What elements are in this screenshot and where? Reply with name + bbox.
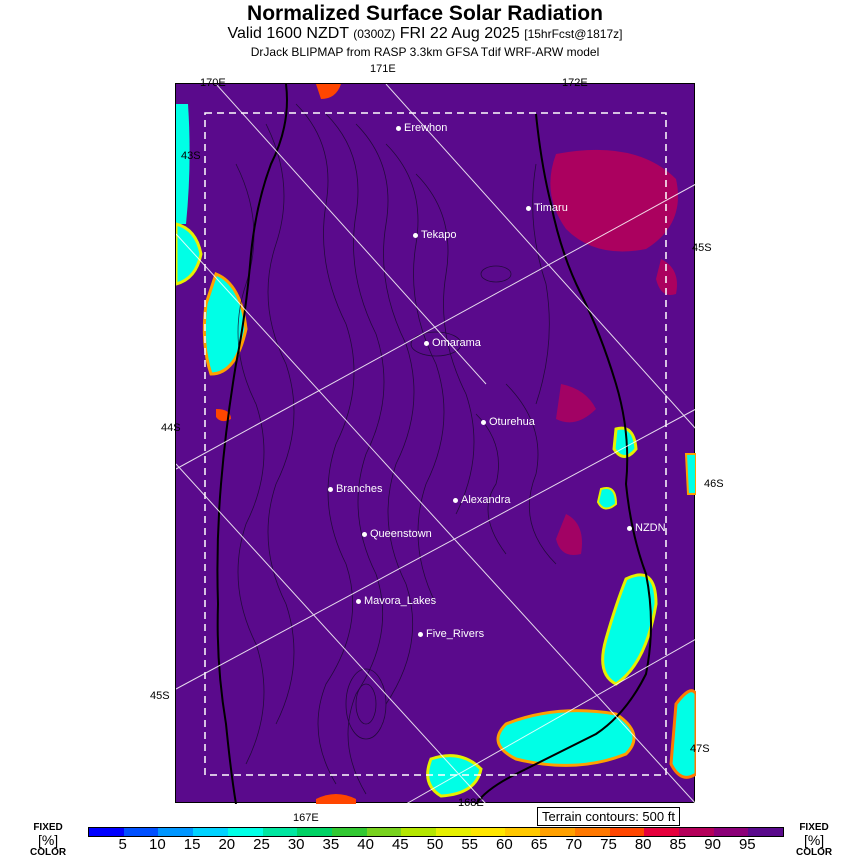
color-scale-tick: 30 [287, 836, 305, 853]
low-radiation-patch [204, 274, 246, 374]
location-alexandra [453, 494, 511, 506]
terrain-contours [236, 104, 556, 794]
map-title: Normalized Surface Solar Radiation [247, 2, 603, 25]
color-scale-tick: 20 [218, 836, 236, 853]
color-swatch [436, 828, 471, 836]
location-erewhon [396, 122, 447, 134]
location-marker [362, 532, 367, 537]
forecast-date: FRI 22 Aug 2025 [399, 25, 520, 42]
location-marker [627, 526, 632, 531]
location-label: Oturehua [489, 416, 535, 428]
location-branches [328, 483, 382, 495]
color-swatch [540, 828, 575, 836]
color-scale-tick: 75 [600, 836, 617, 853]
location-marker [413, 233, 418, 238]
fixed-label: FIXED [33, 822, 63, 833]
terrain-contours-note: Terrain contours: 500 ft [537, 807, 680, 826]
unit-label: [%] [37, 832, 59, 848]
color-swatch [610, 828, 645, 836]
color-scale-tick: 50 [426, 836, 444, 853]
color-label: COLOR [796, 847, 833, 858]
color-scale-tick: 40 [357, 836, 374, 853]
high-radiation-patch [556, 384, 596, 422]
color-scale-tick: 70 [565, 836, 583, 853]
color-swatch [471, 828, 506, 836]
color-scale-tick: 90 [704, 836, 721, 853]
color-scale-tick: 5 [118, 836, 127, 853]
location-label: Queenstown [370, 528, 432, 540]
color-scale-tick: 60 [496, 836, 513, 853]
solar-radiation-map [175, 83, 695, 803]
color-scale-tick: 10 [149, 836, 166, 853]
high-radiation-patch [550, 150, 678, 252]
color-scale-tick: 65 [530, 836, 548, 853]
high-radiation-patch [556, 514, 582, 555]
lat-label-46s: 46S [704, 478, 724, 490]
location-tekapo [413, 229, 456, 241]
low-radiation-patch [176, 104, 190, 224]
unit-label: [%] [803, 832, 825, 848]
color-swatch [401, 828, 436, 836]
color-swatch [193, 828, 228, 836]
color-swatch [748, 828, 783, 836]
model-description: DrJack BLIPMAP from RASP 3.3km GFSA Tdif WRF-ARW model [250, 45, 600, 59]
color-swatch [575, 828, 610, 836]
color-swatch [505, 828, 540, 836]
color-swatch [263, 828, 298, 836]
location-nzdn [627, 522, 666, 534]
location-marker [396, 126, 401, 131]
location-marker [481, 420, 486, 425]
zulu-time: (0300Z) [353, 27, 396, 41]
color-swatch [332, 828, 367, 836]
location-timaru [526, 202, 568, 214]
low-radiation-patch [686, 454, 696, 494]
lat-label-44s: 44S [161, 422, 181, 434]
location-label: Five_Rivers [426, 628, 485, 640]
location-label: Timaru [534, 202, 568, 214]
forecast-info: [15hrFcst@1817z] [524, 27, 623, 41]
color-scale-tick: 35 [322, 836, 340, 853]
color-scale-tick: 55 [461, 836, 479, 853]
color-scale-tick: 25 [253, 836, 270, 853]
low-radiation-patch [316, 794, 356, 804]
location-five-rivers [418, 628, 484, 640]
color-scale-tick: 15 [183, 836, 201, 853]
color-scale-tick: 85 [669, 836, 687, 853]
lon-label-171e: 171E [370, 63, 396, 75]
legend-right-label [796, 822, 832, 858]
location-label: Mavora_Lakes [364, 595, 437, 607]
color-swatch [679, 828, 714, 836]
low-radiation-patch [176, 224, 201, 284]
color-swatch [124, 828, 159, 836]
lat-label-43s: 43S [181, 150, 201, 162]
map-overlay [176, 84, 696, 804]
color-scale-ticks [88, 836, 782, 858]
lat-label-45s: 45S [150, 690, 170, 702]
low-radiation-patch [671, 691, 696, 778]
lon-label-167e: 167E [293, 812, 319, 824]
valid-label: Valid 1600 NZDT [227, 25, 349, 42]
legend-left-label [30, 822, 66, 858]
color-scale-tick: 45 [391, 836, 409, 853]
lon-label-172e: 172E [562, 77, 588, 89]
low-radiation-patch [316, 84, 341, 99]
location-label: Erewhon [404, 122, 448, 134]
location-label: Omarama [432, 337, 481, 349]
lon-label-170e: 170E [200, 77, 226, 89]
color-scale-tick: 80 [634, 836, 652, 853]
color-swatch [228, 828, 263, 836]
color-swatch [644, 828, 679, 836]
location-marker [418, 632, 423, 637]
low-radiation-patch [598, 488, 616, 509]
coastline [217, 84, 287, 804]
color-swatch [367, 828, 402, 836]
location-queenstown [362, 528, 432, 540]
location-label: Alexandra [461, 494, 511, 506]
color-label: COLOR [30, 847, 67, 858]
valid-time [0, 25, 850, 43]
color-scale-tick: 95 [738, 836, 756, 853]
location-oturehua [481, 416, 535, 428]
location-marker [526, 206, 531, 211]
color-swatch [297, 828, 332, 836]
location-label: Tekapo [421, 229, 457, 241]
location-marker [453, 498, 458, 503]
color-swatch [89, 828, 124, 836]
location-marker [356, 599, 361, 604]
fixed-label: FIXED [799, 822, 829, 833]
lat-label-47s: 47S [690, 743, 710, 755]
color-swatch [714, 828, 749, 836]
location-marker [328, 487, 333, 492]
location-marker [424, 341, 429, 346]
location-mavora-lakes [356, 595, 436, 607]
location-label: Branches [336, 483, 383, 495]
location-label: NZDN [635, 522, 666, 534]
location-omarama [424, 337, 481, 349]
lon-label-168e: 168E [458, 797, 484, 809]
color-swatch [158, 828, 193, 836]
lat-label-45s-right: 45S [692, 242, 712, 254]
